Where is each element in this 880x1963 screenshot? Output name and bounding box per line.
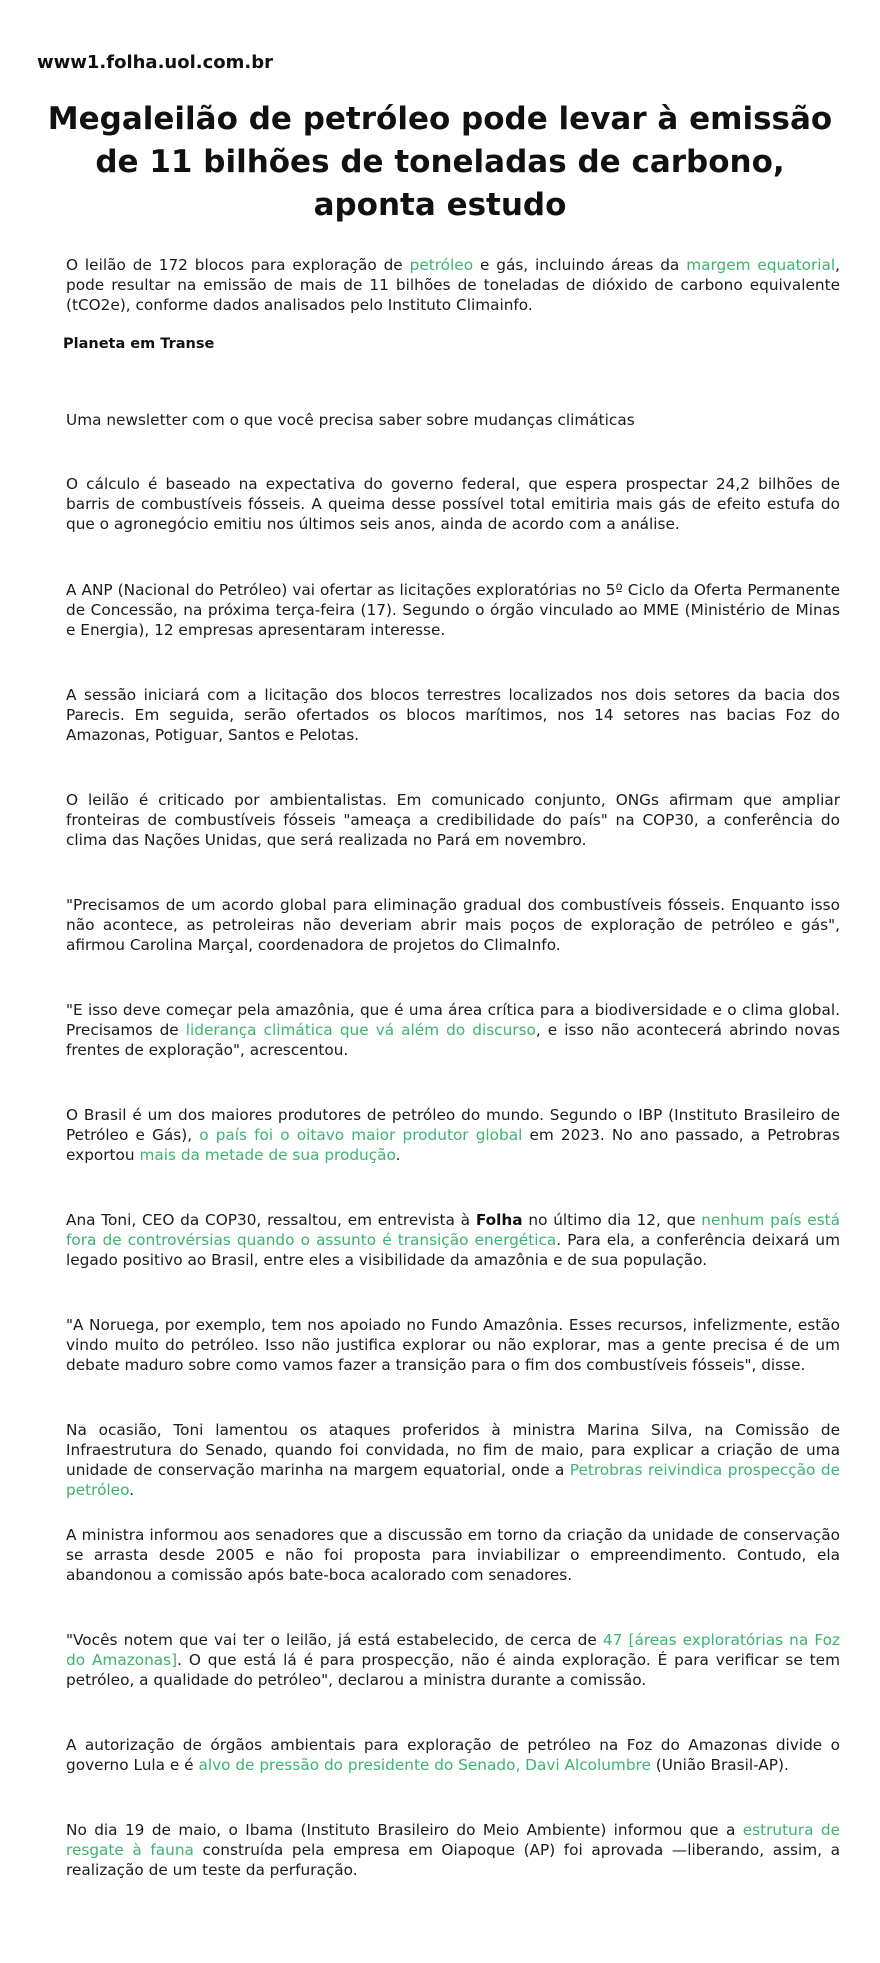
- text-segment: O Brasil é um dos maiores produtores de petróleo do mundo. Segundo o IBP (Instituto Brasileiro de Petróleo e Gás),: [66, 1106, 840, 1144]
- folha-brand: Folha: [475, 1211, 523, 1229]
- article-paragraph-11: [66, 1420, 840, 1500]
- article-paragraph-1: [66, 255, 840, 315]
- article-paragraph-15: [66, 1820, 840, 1880]
- text-segment: O leilão de 172 blocos para exploração de: [66, 256, 410, 274]
- article-paragraph-4: A sessão iniciará com a licitação dos blocos terrestres localizados nos dois setores da bacia dos Parecis. Em seguida, serão ofertados os blocos marítimos, nos 14 setores nas bacias Foz do Amazonas, Potiguar, Santos e Pelotas.: [66, 686, 840, 744]
- text-segment: e gás, incluindo áreas da: [473, 256, 687, 274]
- text-segment: em 2023. No ano passado, a Petrobras exportou: [66, 1126, 840, 1164]
- article-paragraph-6: "Precisamos de um acordo global para eliminação gradual dos combustíveis fósseis. Enquanto isso não acontece, as petroleiras não deveriam abrir mais poços de exploração de petróleo e gás", afirmou Carolina Marçal, coordenadora de projetos do ClimaInfo.: [66, 896, 840, 954]
- link-areas-exploratorias[interactable]: 47 [áreas exploratórias na Foz do Amazonas]: [66, 1631, 840, 1669]
- article-paragraph-14: [66, 1735, 840, 1775]
- section-label: Planeta em Transe: [63, 336, 215, 352]
- link-resgate-fauna[interactable]: estrutura de resgate à fauna: [66, 1821, 841, 1859]
- text-segment: "Vocês notem que vai ter o leilão, já está estabelecido, de cerca de: [66, 1631, 603, 1649]
- text-segment: .: [395, 1146, 401, 1164]
- text-segment: No dia 19 de maio, o Ibama (Instituto Brasileiro do Meio Ambiente) informou que a: [66, 1821, 743, 1839]
- text-segment: .: [129, 1481, 135, 1499]
- link-transicao-energetica[interactable]: nenhum país está fora de controvérsias quando o assunto é transição energética: [66, 1211, 840, 1249]
- article-paragraph-13: [66, 1630, 840, 1690]
- link-petrobras-prospeccao[interactable]: Petrobras reivindica prospecção de petróleo: [66, 1461, 840, 1499]
- article-paragraph-12: A ministra informou aos senadores que a discussão em torno da criação da unidade de conservação se arrasta desde 2005 e não foi proposta para inviabilizar o empreendimento. Contudo, ela abandonou a comissão após bate-boca acalorado com senadores.: [66, 1526, 840, 1584]
- article-paragraph-10: "A Noruega, por exemplo, tem nos apoiado no Fundo Amazônia. Esses recursos, infelizmente, estão vindo muito do petróleo. Isso não justifica explorar ou não explorar, mas a gente precisa é de um debate maduro sobre como vamos fazer a transição para o fim dos combustíveis fósseis", disse.: [66, 1316, 840, 1374]
- text-segment: , e isso não acontecerá abrindo novas frentes de exploração", acrescentou.: [66, 1021, 840, 1059]
- text-segment: , pode resultar na emissão de mais de 11 bilhões de toneladas de dióxido de carbono equivalente (tCO2e), conforme dados analisados pelo Instituto Climainfo.: [66, 256, 840, 314]
- link-petroleo[interactable]: petróleo: [409, 256, 474, 274]
- text-segment: "E isso deve começar pela amazônia, que é uma área crítica para a biodiversidade e o clima global. Precisamos de: [66, 1001, 840, 1039]
- text-segment: Ana Toni, CEO da COP30, ressaltou, em entrevista à: [66, 1211, 476, 1229]
- article-paragraph-2: O cálculo é baseado na expectativa do governo federal, que espera prospectar 24,2 bilhões de barris de combustíveis fósseis. A queima desse possível total emitiria mais gás de efeito estufa do que o agronegócio emitiu nos últimos seis anos, ainda de acordo com a análise.: [66, 475, 840, 533]
- text-segment: . O que está lá é para prospecção, não é ainda exploração. É para verificar se tem petróleo, a qualidade do petróleo", declarou a ministra durante a comissão.: [66, 1651, 840, 1689]
- text-segment: (União Brasil-AP).: [650, 1756, 789, 1774]
- link-oitavo-produtor[interactable]: o país foi o oitavo maior produtor global: [199, 1126, 523, 1144]
- article-headline: Megaleilão de petróleo pode levar à emissão de 11 bilhões de toneladas de carbono, aponta estudo: [47, 101, 833, 223]
- article-paragraph-8: [66, 1105, 840, 1165]
- newsletter-description: Uma newsletter com o que você precisa saber sobre mudanças climáticas: [66, 411, 635, 429]
- article-paragraph-5: O leilão é criticado por ambientalistas. Em comunicado conjunto, ONGs afirmam que ampliar fronteiras de combustíveis fósseis "ameaça a credibilidade do país" na COP30, a conferência do clima das Nações Unidas, que será realizada no Pará em novembro.: [66, 791, 840, 849]
- text-segment: Na ocasião, Toni lamentou os ataques proferidos à ministra Marina Silva, na Comissão de Infraestrutura do Senado, quando foi convidada, no fim de maio, para explicar a criação de uma unidade de conservação marinha na margem equatorial, onde a: [66, 1421, 840, 1479]
- link-pressao-alcolumbre[interactable]: alvo de pressão do presidente do Senado, Davi Alcolumbre: [198, 1756, 651, 1774]
- text-segment: . Para ela, a conferência deixará um legado positivo ao Brasil, entre eles a visibilidade da amazônia e de sua população.: [66, 1231, 840, 1269]
- text-segment: construída pela empresa em Oiapoque (AP) foi aprovada —liberando, assim, a realização de um teste da perfuração.: [66, 1841, 840, 1879]
- link-margem-equatorial[interactable]: margem equatorial: [686, 256, 836, 274]
- link-metade-producao[interactable]: mais da metade de sua produção: [139, 1146, 396, 1164]
- text-segment: no último dia 12, que: [522, 1211, 702, 1229]
- article-paragraph-9: [66, 1210, 840, 1270]
- article-paragraph-7: [66, 1000, 840, 1060]
- site-domain: www1.folha.uol.com.br: [37, 52, 273, 73]
- article-paragraph-3: A ANP (Nacional do Petróleo) vai ofertar as licitações exploratórias no 5º Ciclo da Oferta Permanente de Concessão, na próxima terça-feira (17). Segundo o órgão vinculado ao MME (Ministério de Minas e Energia), 12 empresas apresentaram interesse.: [66, 581, 840, 639]
- link-lideranca-climatica[interactable]: liderança climática que vá além do discurso: [185, 1021, 536, 1039]
- text-segment: A autorização de órgãos ambientais para exploração de petróleo na Foz do Amazonas divide o governo Lula e é: [66, 1736, 840, 1774]
